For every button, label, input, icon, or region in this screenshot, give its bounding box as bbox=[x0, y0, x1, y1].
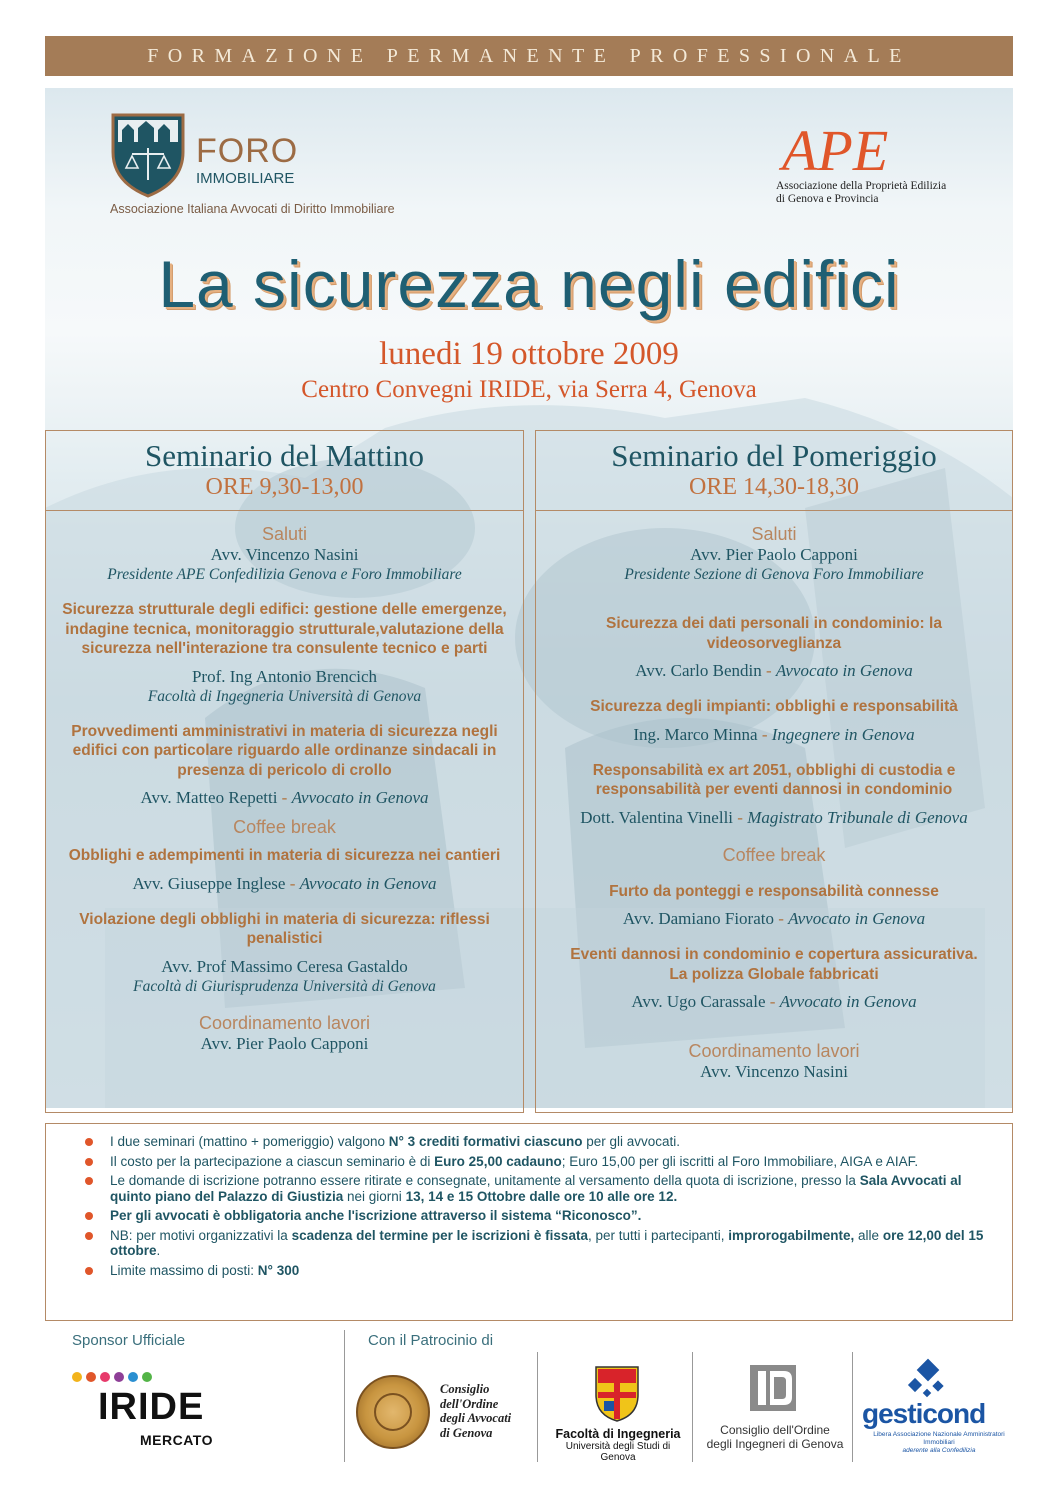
ape-line1: Associazione della Proprietà Edilizia bbox=[776, 180, 947, 192]
coffee-break-label: Coffee break bbox=[233, 817, 336, 837]
speaker-line: Avv. Carlo Bendin - Avvocato in Genova bbox=[635, 661, 913, 680]
speaker-role: Magistrato Tribunale di Genova bbox=[747, 807, 968, 827]
speaker-name: Avv. Carlo Bendin bbox=[635, 661, 762, 680]
info-item: Per gli avvocati è obbligatoria anche l'iscrizione attraverso il sistema “Riconosco”. bbox=[110, 1208, 992, 1224]
iride-sub: MERCATO bbox=[140, 1432, 213, 1448]
info-item: Limite massimo di posti: N° 300 bbox=[110, 1263, 992, 1279]
speaker-name: Prof. Ing Antonio Brencich bbox=[191, 666, 378, 686]
topic-3: Responsabilità ex art 2051, obblighi di custodia e responsabilità per eventi dannosi in condominio bbox=[592, 761, 956, 798]
info-box bbox=[45, 1123, 1013, 1321]
speaker-line: Avv. Matteo Repetti - Avvocato in Genova bbox=[140, 788, 429, 807]
ape-text bbox=[776, 180, 946, 206]
speaker-name: Dott. Valentina Vinelli bbox=[580, 807, 734, 827]
speaker-role: Ingegnere in Genova bbox=[771, 724, 915, 744]
foro-tagline: Associazione Italiana Avvocati di Diritto Immobiliare bbox=[110, 202, 395, 216]
speaker-role: Avvocato in Genova bbox=[291, 788, 429, 807]
coordination-label: Coordinamento lavori bbox=[198, 1012, 371, 1033]
gesticond-sub: Libera Associazione Nazionale Amministratori Immobiliari aderente alla Confedilizia bbox=[873, 1431, 1005, 1454]
facolta-ingegneria: Facoltà di Ingegneria Università degli Studi di Genova bbox=[555, 1427, 681, 1463]
speaker-role: Avvocato in Genova bbox=[779, 992, 917, 1011]
speaker-role: Avvocato in Genova bbox=[299, 873, 437, 893]
afternoon-time: ORE 14,30-18,30 bbox=[689, 474, 859, 500]
topic-4: Violazione degli obblighi in materia di sicurezza: riflessi penalistici bbox=[79, 910, 490, 947]
iride-logo bbox=[72, 1372, 262, 1452]
speaker-name: Ing. Marco Minna bbox=[633, 724, 758, 744]
ape-mark-text: APE bbox=[782, 118, 889, 183]
main-title: La sicurezza negli edifici bbox=[158, 247, 900, 321]
ape-monogram-icon bbox=[780, 118, 889, 183]
speaker-name: Avv. Giuseppe Inglese bbox=[132, 873, 286, 893]
ape-line2: di Genova e Provincia bbox=[776, 193, 879, 205]
footer-divider bbox=[537, 1352, 538, 1462]
gesticond-word: gesticond bbox=[862, 1398, 986, 1429]
patronage-label: Con il Patrocinio di bbox=[368, 1332, 494, 1349]
topic-3: Obblighi e adempimenti in materia di sicurezza nei cantieri bbox=[68, 847, 501, 864]
speaker-name: Avv. Ugo Carassale bbox=[631, 992, 766, 1011]
speaker-role: Presidente Sezione di Genova Foro Immobiliare bbox=[624, 566, 924, 583]
foro-shield-icon bbox=[110, 112, 186, 198]
info-item: Le domande di iscrizione potranno essere ritirate e consegnate, unitamente al versamento della quota di iscrizione, presso la Sala Avvocati al quinto piano del Palazzo di Giustizia nei giorni 13, 14 e 15 Ottobre dalle ore 10 alle ore 12. bbox=[110, 1173, 992, 1204]
morning-title: Seminario del Mattino bbox=[145, 438, 424, 473]
coffee-break-label: Coffee break bbox=[722, 844, 826, 865]
footer-divider bbox=[344, 1330, 345, 1462]
topic-1: Sicurezza dei dati personali in condominio: la videosorveglianza bbox=[606, 615, 942, 652]
speaker-line: Avv. Ugo Carassale - Avvocato in Genova bbox=[631, 992, 917, 1011]
speaker-name: Avv. Vincenzo Nasini bbox=[210, 545, 359, 564]
topic-1: Sicurezza strutturale degli edifici: gestione delle emergenze, indagine tecnica, monitoraggio strutturale,valutazione della sicurezza nell'interazione tra consulente tecnico e parti bbox=[62, 601, 507, 657]
morning-seminar bbox=[45, 430, 524, 1113]
footer-divider bbox=[692, 1352, 693, 1462]
speaker-role: Presidente APE Confedilizia Genova e Foro Immobiliare bbox=[107, 566, 462, 583]
foro-name: FORO bbox=[196, 132, 299, 170]
foro-subtitle: IMMOBILIARE bbox=[196, 170, 295, 187]
speaker-name: Avv. Pier Paolo Capponi bbox=[690, 545, 858, 564]
coordination-label: Coordinamento lavori bbox=[688, 1041, 860, 1061]
event-date: lunedi 19 ottobre 2009 bbox=[379, 336, 679, 372]
engineers-order-icon bbox=[748, 1363, 798, 1413]
saluti-label: Saluti bbox=[751, 524, 797, 544]
bar-association-seal-icon bbox=[356, 1375, 430, 1449]
topic-5: Eventi dannosi in condominio e copertura assicurativa. La polizza Globale fabbricati bbox=[570, 946, 978, 983]
speaker-role: Avvocato in Genova bbox=[775, 661, 913, 680]
speaker-line: Ing. Marco Minna - Ingegnere in Genova bbox=[633, 724, 915, 744]
speaker-line: Dott. Valentina Vinelli - Magistrato Tribunale di Genova bbox=[580, 807, 968, 827]
coordinator-name: Avv. Vincenzo Nasini bbox=[700, 1062, 848, 1081]
consiglio-avvocati: Consiglio dell'Ordine degli Avvocati di Genova bbox=[440, 1382, 512, 1440]
coordinator-name: Avv. Pier Paolo Capponi bbox=[200, 1033, 369, 1053]
consiglio-ingegneri: Consiglio dell'Ordine degli Ingegneri di Genova bbox=[706, 1423, 844, 1451]
speaker-name: Avv. Prof Massimo Ceresa Gastaldo bbox=[161, 956, 408, 976]
morning-time: ORE 9,30-13,00 bbox=[205, 474, 364, 500]
morning-program bbox=[46, 511, 523, 1054]
info-item: Il costo per la partecipazione a ciascun seminario è di Euro 25,00 cadauno; Euro 15,00 per gli iscritti al Foro Immobiliare, AIGA e AIAF. bbox=[110, 1154, 992, 1170]
morning-header bbox=[46, 431, 523, 511]
speaker-line: Avv. Damiano Fiorato - Avvocato in Genova bbox=[622, 909, 926, 928]
iride-word: IRIDE bbox=[98, 1386, 205, 1428]
info-item: I due seminari (mattino + pomeriggio) valgono N° 3 crediti formativi ciascuno per gli avvocati. bbox=[110, 1134, 992, 1150]
speaker-name: Avv. Damiano Fiorato bbox=[622, 909, 774, 928]
saluti-label: Saluti bbox=[261, 524, 308, 544]
afternoon-title: Seminario del Pomeriggio bbox=[611, 438, 937, 473]
speaker-name: Avv. Matteo Repetti bbox=[140, 788, 278, 807]
afternoon-seminar bbox=[535, 430, 1013, 1113]
afternoon-program bbox=[536, 511, 1012, 1082]
speaker-line: Avv. Giuseppe Inglese - Avvocato in Genova bbox=[132, 873, 437, 893]
topic-4: Furto da ponteggi e responsabilità connesse bbox=[609, 882, 939, 900]
footer-divider bbox=[852, 1352, 853, 1462]
topic-2: Sicurezza degli impianti: obblighi e responsabilità bbox=[590, 698, 958, 715]
speaker-affiliation: Facoltà di Giurisprudenza Università di Genova bbox=[133, 977, 436, 995]
event-venue: Centro Convegni IRIDE, via Serra 4, Genova bbox=[301, 376, 757, 403]
speaker-role: Avvocato in Genova bbox=[788, 909, 926, 928]
top-band: FORMAZIONE PERMANENTE PROFESSIONALE bbox=[45, 36, 1013, 76]
info-item: NB: per motivi organizzativi la scadenza del termine per le iscrizioni è fissata, per tutti i partecipanti, improrogabilmente, alle ore 12,00 del 15 ottobre. bbox=[110, 1228, 992, 1259]
university-shield-icon bbox=[594, 1365, 640, 1423]
topic-2: Provvedimenti amministrativi in materia di sicurezza negli edifici con particolare riguardo alle ordinanze sindacali in presenza di pericolo di crollo bbox=[71, 722, 498, 779]
sponsor-label: Sponsor Ufficiale bbox=[72, 1332, 186, 1349]
speaker-affiliation: Facoltà di Ingegneria Università di Genova bbox=[147, 687, 422, 705]
afternoon-header bbox=[536, 431, 1012, 511]
ape-logo bbox=[776, 120, 986, 210]
foro-immobiliare-logo bbox=[110, 112, 440, 222]
